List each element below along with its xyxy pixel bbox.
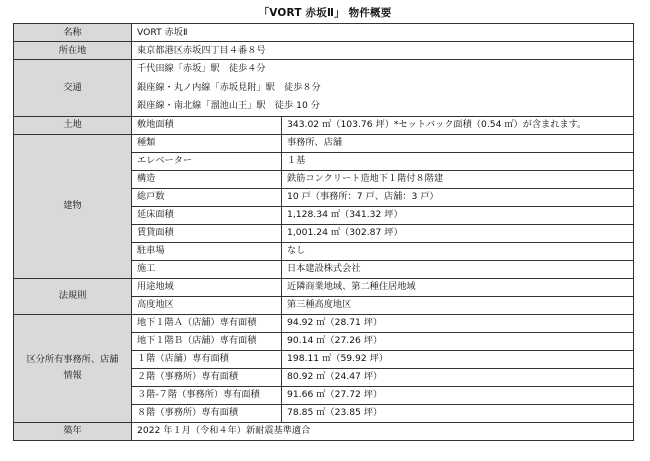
label-address: 所在地 xyxy=(14,42,132,60)
sub-parking: 駐車場 xyxy=(132,242,282,260)
sub-building-type: 種類 xyxy=(132,134,282,152)
sub-total-units: 総戸数 xyxy=(132,188,282,206)
sub-unit-area: ２階（事務所）専有面積 xyxy=(132,368,282,386)
row-built xyxy=(14,422,634,440)
label-units-line: 区分所有事務所、店舗 xyxy=(26,354,119,365)
sub-construction: 施工 xyxy=(132,260,282,278)
sub-zoning: 用途地域 xyxy=(132,278,282,296)
row-access xyxy=(14,60,634,117)
value-height-district: 第三種高度地区 xyxy=(282,296,634,314)
property-summary-table xyxy=(13,23,634,441)
value-unit-area: 94.92 ㎡（28.71 坪） xyxy=(282,314,634,332)
label-access: 交通 xyxy=(14,60,132,117)
value-unit-area: 198.11 ㎡（59.92 坪） xyxy=(282,350,634,368)
value-unit-area: 78.85 ㎡（23.85 坪） xyxy=(282,404,634,422)
label-name: 名称 xyxy=(14,24,132,42)
document-title: 「VORT 赤坂Ⅱ」 物件概要 xyxy=(258,7,392,19)
label-building: 建物 xyxy=(14,134,132,278)
value-rental-area: 1,001.24 ㎡（302.87 坪） xyxy=(282,224,634,242)
label-built: 築年 xyxy=(14,422,132,440)
value-land-area: 343.02 ㎡（103.76 坪）*セットバック面積（0.54 ㎡）が含まれます。 xyxy=(282,116,634,134)
value-total-units: 10 戸（事務所：7 戸、店舗：3 戸） xyxy=(282,188,634,206)
value-unit-area: 80.92 ㎡（24.47 坪） xyxy=(282,368,634,386)
value-unit-area: 91.66 ㎡（27.72 坪） xyxy=(282,386,634,404)
sub-unit-area: ３階-７階（事務所）専有面積 xyxy=(132,386,282,404)
sub-land-area: 敷地面積 xyxy=(132,116,282,134)
sub-height-district: 高度地区 xyxy=(132,296,282,314)
sub-unit-area: 地下１階Ａ（店舗）専有面積 xyxy=(132,314,282,332)
access-line: 銀座線・南北線「溜池山王」駅 徒歩 10 分 xyxy=(137,100,320,111)
value-floor-area: 1,128.34 ㎡（341.32 坪） xyxy=(282,206,634,224)
sub-unit-area: 地下１階Ｂ（店舗）専有面積 xyxy=(132,332,282,350)
label-units-line: 情報 xyxy=(63,370,82,381)
row-name xyxy=(14,24,634,42)
access-line: 千代田線「赤坂」駅 徒歩４分 xyxy=(137,63,266,74)
row-building xyxy=(14,134,634,152)
value-parking: なし xyxy=(282,242,634,260)
sub-unit-area: ８階（事務所）専有面積 xyxy=(132,404,282,422)
label-units xyxy=(14,314,132,422)
value-elevator: １基 xyxy=(282,152,634,170)
value-construction: 日本建設株式会社 xyxy=(282,260,634,278)
value-built: 2022 年１月（令和４年）新耐震基準適合 xyxy=(132,422,634,440)
row-regulation xyxy=(14,278,634,296)
sub-rental-area: 賃貸面積 xyxy=(132,224,282,242)
sub-elevator: エレベーター xyxy=(132,152,282,170)
row-land xyxy=(14,116,634,134)
value-name: VORT 赤坂Ⅱ xyxy=(132,24,634,42)
row-address xyxy=(14,42,634,60)
value-zoning: 近隣商業地域、第二種住居地域 xyxy=(282,278,634,296)
value-unit-area: 90.14 ㎡（27.26 坪） xyxy=(282,332,634,350)
value-building-type: 事務所、店舗 xyxy=(282,134,634,152)
access-line: 銀座線・丸ノ内線「赤坂見附」駅 徒歩８分 xyxy=(137,81,321,93)
sub-floor-area: 延床面積 xyxy=(132,206,282,224)
label-regulation: 法規則 xyxy=(14,278,132,314)
value-address: 東京都港区赤坂四丁目４番８号 xyxy=(132,42,634,60)
value-access xyxy=(132,60,634,117)
label-land: 土地 xyxy=(14,116,132,134)
value-structure: 鉄筋コンクリート造地下１階付８階建 xyxy=(282,170,634,188)
row-units xyxy=(14,314,634,332)
sub-unit-area: １階（店舗）専有面積 xyxy=(132,350,282,368)
sub-structure: 構造 xyxy=(132,170,282,188)
